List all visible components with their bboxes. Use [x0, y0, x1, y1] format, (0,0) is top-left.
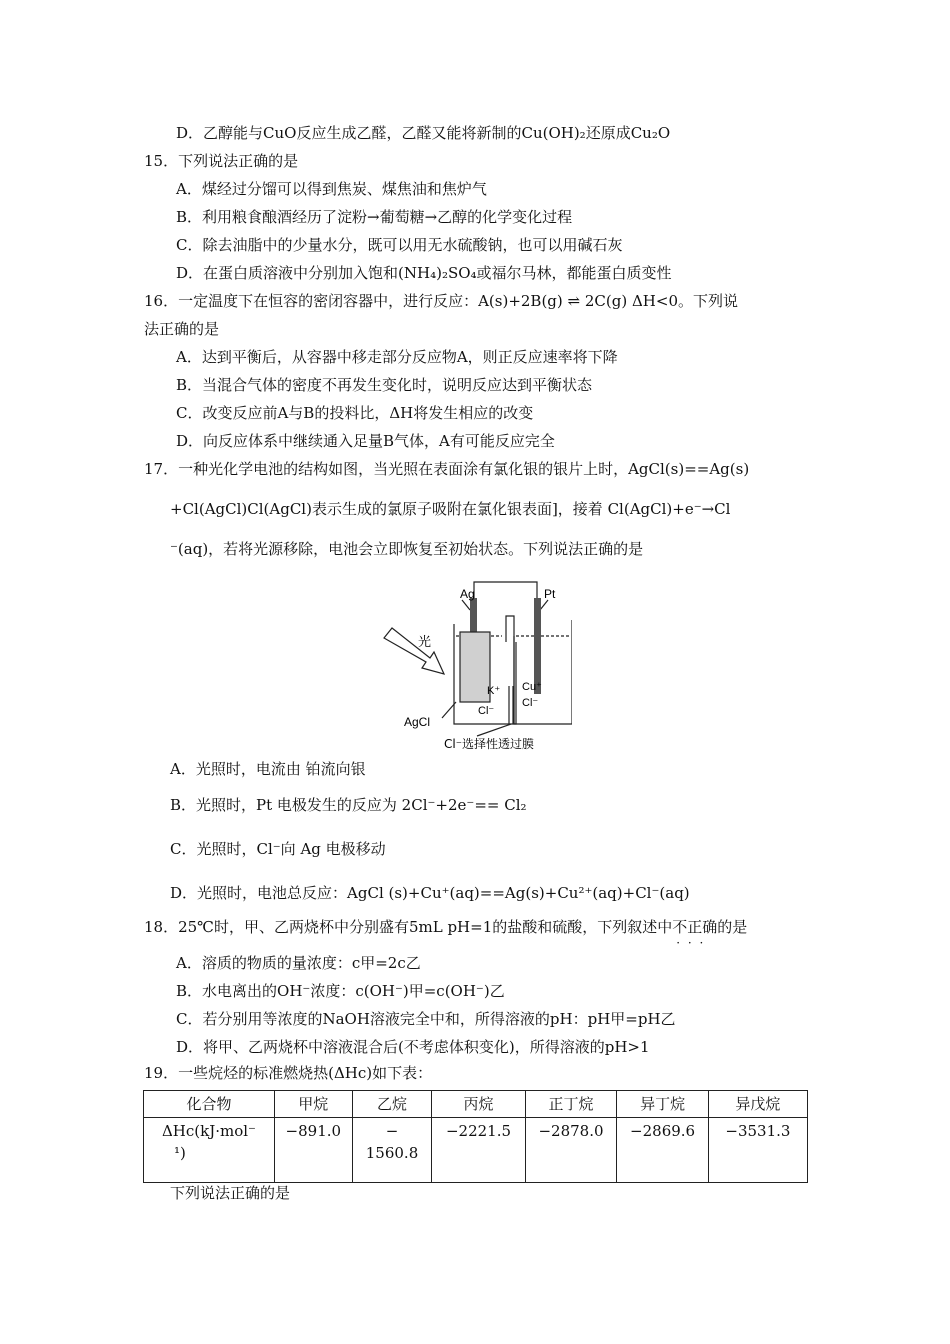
q18-stem-emphasis: 不正确 · · · [672, 918, 717, 936]
table-header-cell: 异丁烷 [617, 1091, 709, 1118]
q18-option-b: B．水电离出的OH⁻浓度：c(OH⁻)甲=c(OH⁻)乙 [176, 982, 505, 1000]
label-ag: Ag [460, 587, 475, 601]
q16-option-a: A．达到平衡后，从容器中移走部分反应物A，则正反应速率将下降 [176, 348, 618, 366]
q18-stem-pre: 18．25℃时，甲、乙两烧杯中分别盛有5mL pH=1的盐酸和硫酸，下列叙述中 [144, 918, 673, 936]
table-cell: −2221.5 [432, 1118, 525, 1183]
table-cell: −3531.3 [708, 1118, 807, 1183]
q17-stem-line3: ⁻(aq)，若将光源移除，电池会立即恢复至初始状态。下列说法正确的是 [170, 540, 644, 558]
q18-option-d: D．将甲、乙两烧杯中溶液混合后(不考虑体积变化)，所得溶液的pH>1 [176, 1038, 650, 1056]
label-cl-right: Cl⁻ [522, 697, 539, 709]
table-header-row [144, 1091, 808, 1118]
table-header-cell: 化合物 [144, 1091, 275, 1118]
q16-stem-line2: 法正确的是 [144, 320, 220, 338]
label-pt: Pt [544, 587, 556, 601]
label-cu-ion: Cu⁺ [522, 681, 542, 693]
table-cell: −891.0 [274, 1118, 352, 1183]
table-row-label: ΔHc(kJ·mol⁻ ¹) [144, 1118, 275, 1183]
combustion-heat-table [143, 1090, 808, 1183]
q15-option-c: C．除去油脂中的少量水分，既可以用无水硫酸钠，也可以用碱石灰 [176, 236, 623, 254]
q18-option-a: A．溶质的物质的量浓度：c甲=2c乙 [176, 954, 421, 972]
ag-electrode [470, 598, 477, 636]
q15-option-a: A．煤经过分馏可以得到焦炭、煤焦油和焦炉气 [176, 180, 487, 198]
pt-electrode [534, 598, 541, 694]
table-row [144, 1118, 808, 1183]
label-k-ion: K⁺ [487, 685, 501, 697]
q17-stem-line2: +Cl(AgCl)Cl(AgCl)表示生成的氯原子吸附在氯化银表面]，接着 Cl(AgCl)+e⁻→Cl [170, 500, 731, 518]
q19-stem: 19．一些烷烃的标准燃烧热(ΔHc)如下表： [144, 1064, 433, 1082]
label-light: 光 [418, 635, 432, 650]
q16-option-d: D．向反应体系中继续通入足量B气体，A有可能反应完全 [176, 432, 555, 450]
q16-option-b: B．当混合气体的密度不再发生变化时，说明反应达到平衡状态 [176, 376, 593, 394]
light-arrow-icon [384, 628, 444, 674]
q17-option-b: B．光照时，Pt 电极发生的反应为 2Cl⁻+2e⁻== Cl₂ [170, 796, 527, 814]
table-header-cell: 甲烷 [274, 1091, 352, 1118]
table-cell: −2878.0 [525, 1118, 617, 1183]
label-agcl: AgCl [404, 715, 431, 729]
q17-stem-line1: 17．一种光化学电池的结构如图，当光照在表面涂有氯化银的银片上时，AgCl(s)==Ag(s) [144, 460, 750, 478]
q17-option-a: A．光照时，电流由 铂流向银 [170, 760, 366, 778]
q19-after-text: 下列说法正确的是 [170, 1184, 291, 1202]
table-header-cell: 丙烷 [432, 1091, 525, 1118]
table-cell: − 1560.8 [352, 1118, 432, 1183]
q15-option-b: B．利用粮食酿酒经历了淀粉→葡萄糖→乙醇的化学变化过程 [176, 208, 573, 226]
table-cell: −2869.6 [617, 1118, 709, 1183]
label-membrane: Cl⁻选择性透过膜 [444, 737, 535, 751]
q15-option-d: D．在蛋白质溶液中分别加入饱和(NH₄)₂SO₄或福尔马林，都能蛋白质变性 [176, 264, 672, 282]
q14-option-d: D．乙醇能与CuO反应生成乙醛，乙醛又能将新制的Cu(OH)₂还原成Cu₂O [176, 124, 671, 142]
table-header-cell: 正丁烷 [525, 1091, 617, 1118]
q17-option-d: D．光照时，电池总反应：AgCl (s)+Cu⁺(aq)==Ag(s)+Cu²⁺(aq)+Cl⁻(aq) [170, 884, 690, 902]
q18-stem-post: 的是 [717, 918, 748, 936]
label-cl-left: Cl⁻ [478, 705, 495, 717]
photochemical-cell-diagram [382, 576, 572, 756]
table-header-cell: 乙烷 [352, 1091, 432, 1118]
q17-option-c: C．光照时，Cl⁻向 Ag 电极移动 [170, 840, 386, 858]
q16-stem-line1: 16．一定温度下在恒容的密闭容器中，进行反应：A(s)+2B(g) ⇌ 2C(g) ΔH<0。下列说 [144, 292, 738, 310]
q15-stem: 15．下列说法正确的是 [144, 152, 299, 170]
agcl-plate [460, 632, 490, 702]
q18-stem [144, 916, 747, 938]
table-header-cell: 异戊烷 [708, 1091, 807, 1118]
q16-option-c: C．改变反应前A与B的投料比，ΔH将发生相应的改变 [176, 404, 534, 422]
q18-option-c: C．若分别用等浓度的NaOH溶液完全中和，所得溶液的pH：pH甲=pH乙 [176, 1010, 676, 1028]
